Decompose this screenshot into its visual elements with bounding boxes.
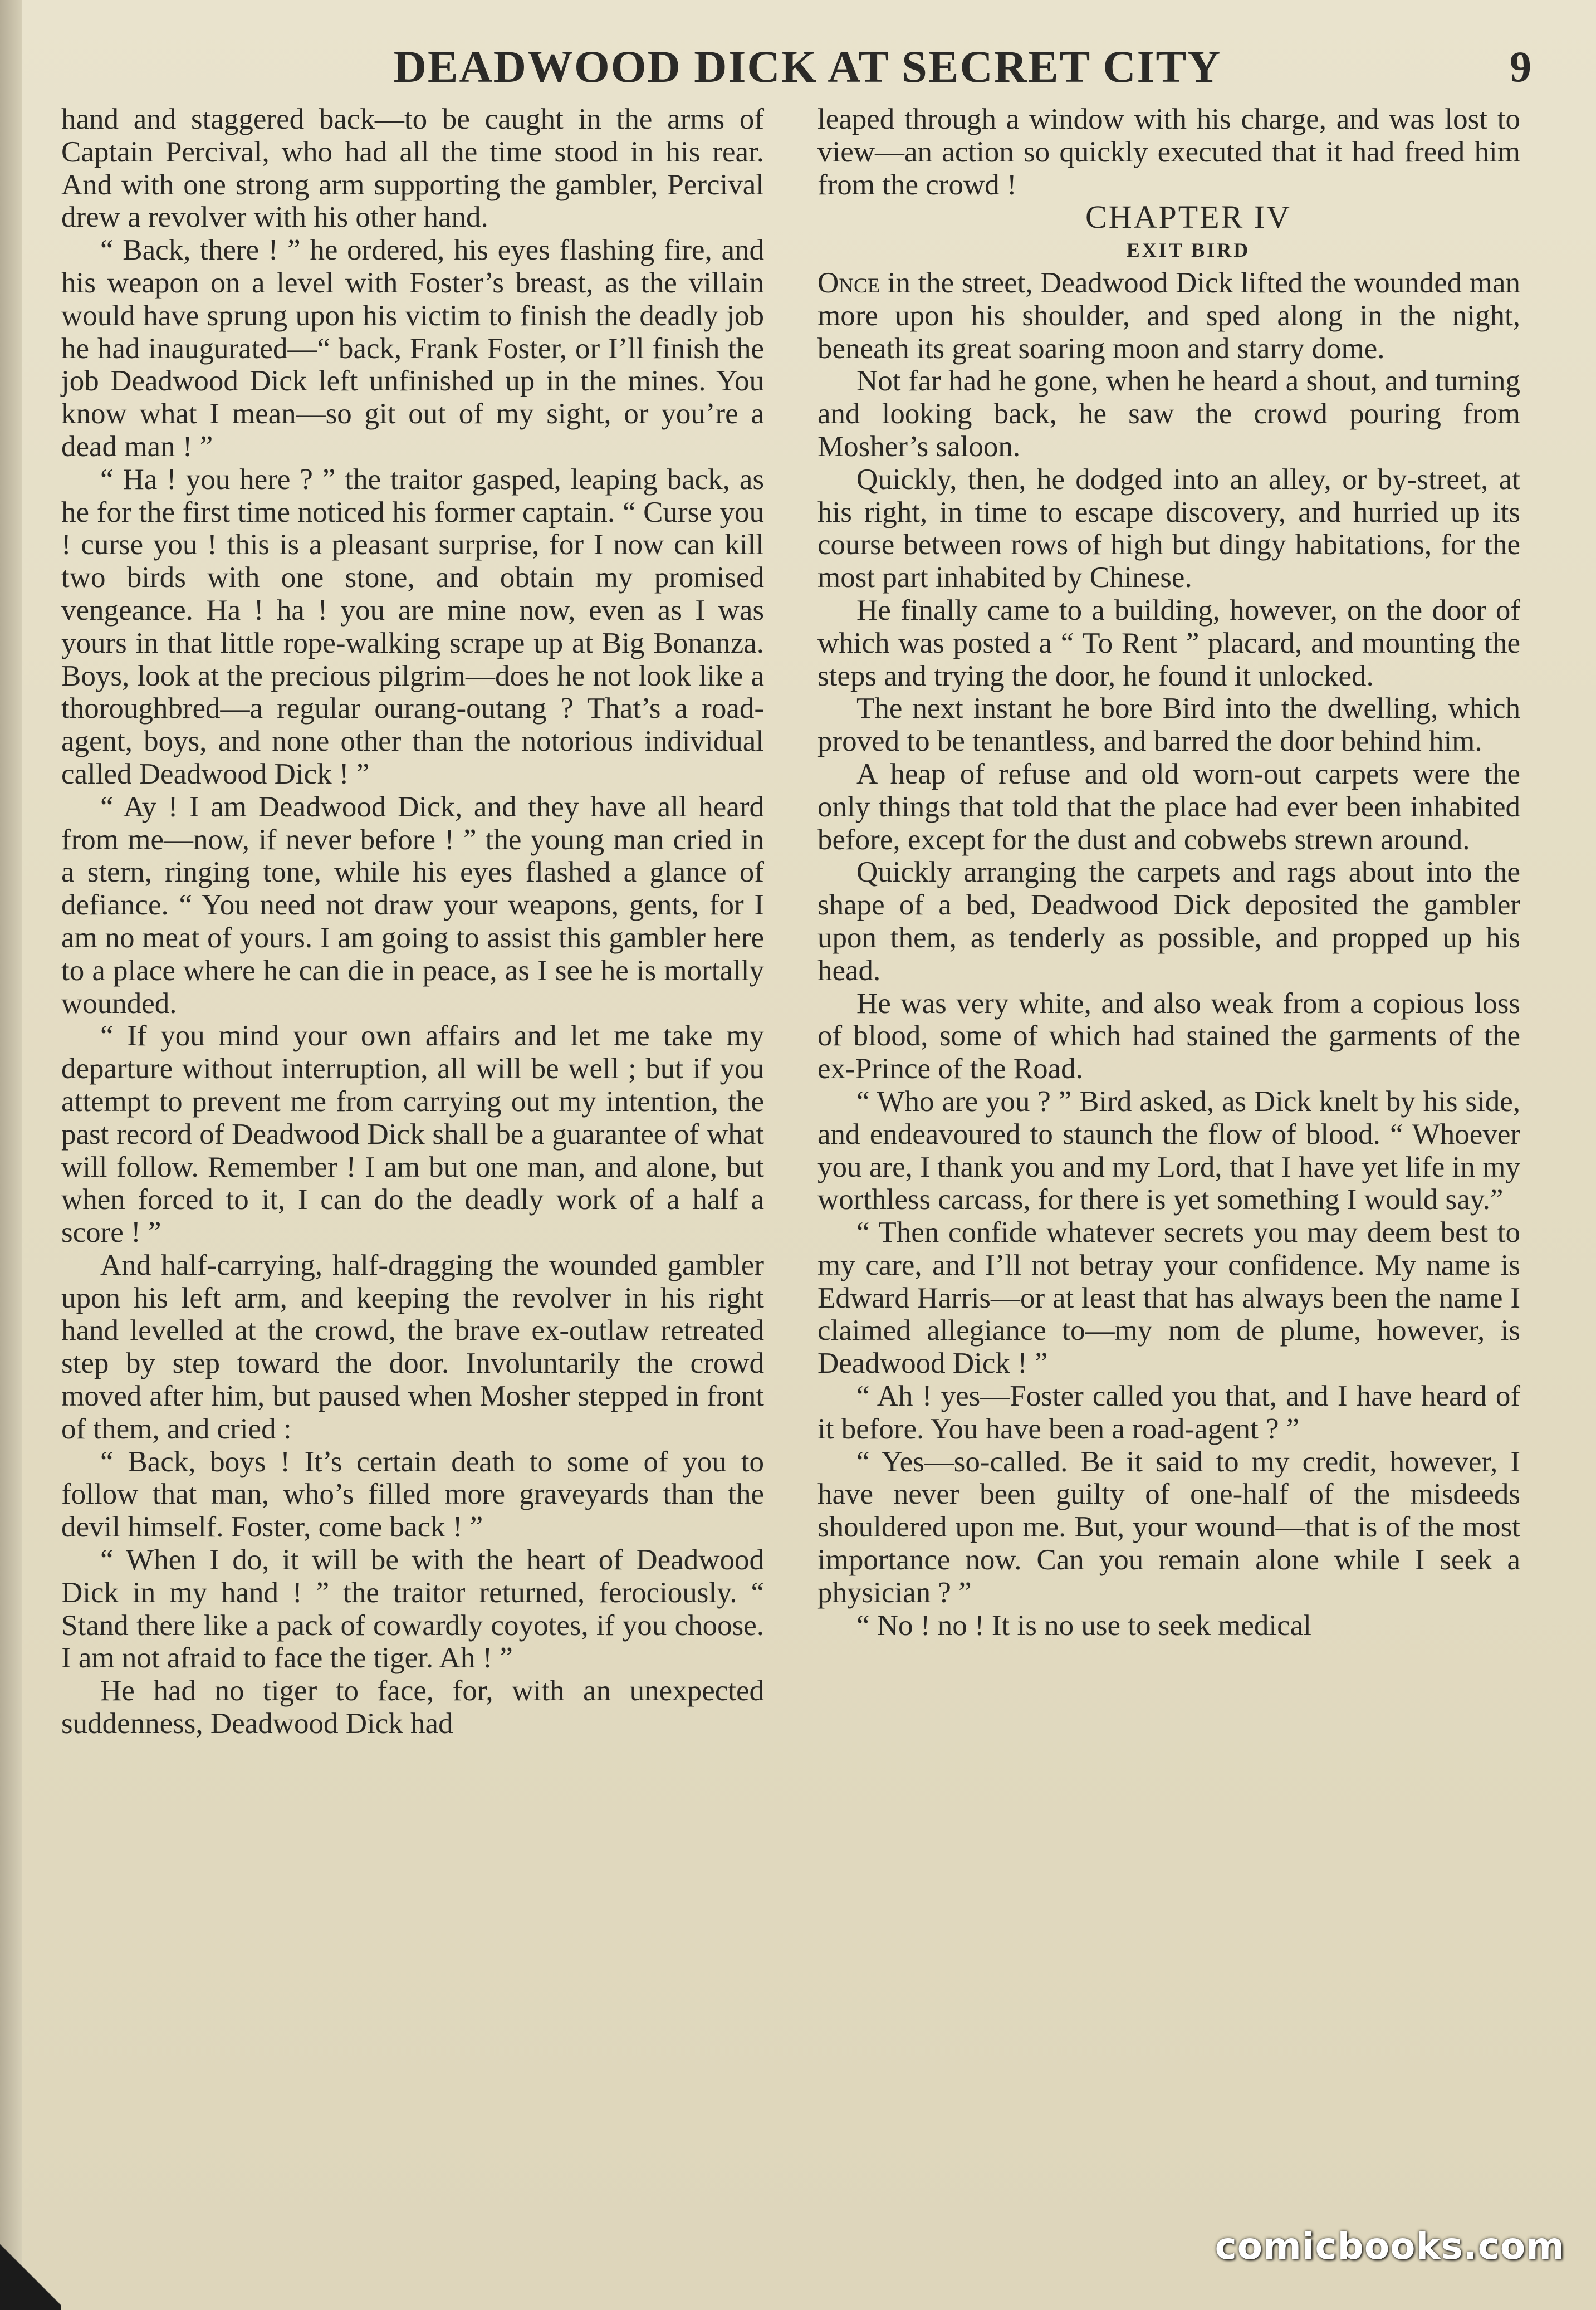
paragraph: “ Who are you ? ” Bird asked, as Dick knelt by his side, and endeavoured to staunch the flow of blood. “ Whoever you are, I thank you and my Lord, that I have yet life in my worthless carcass, for there is yet something I would say.”: [817, 1085, 1520, 1216]
paragraph: “ Yes—so-called. Be it said to my credit, however, I have never been guilty of one-half of the misdeeds shouldered upon me. But, your wound—that is of the most importance now. Can you remain alone while I seek a physician ? ”: [817, 1445, 1520, 1609]
paragraph: “ Ah ! yes—Foster called you that, and I have heard of it before. You have been a road-agent ? ”: [817, 1380, 1520, 1445]
chapter-heading: CHAPTER IV: [1085, 199, 1291, 236]
chapter-first-word: Once: [817, 266, 880, 299]
chapter-subtitle: EXIT BIRD: [1126, 239, 1251, 262]
paragraph: “ Ay ! I am Deadwood Dick, and they have all heard from me—now, if never before ! ” the young man cried in a stern, ringing tone, while his eyes flashed a glance of defiance. “ You need not draw your weapons, gents, for I am no meat of yours. I am going to assist this gambler here to a place where he can die in peace, as I see he is mortally wounded.: [61, 790, 764, 1020]
paragraph: “ Back, boys ! It’s certain death to some of you to follow that man, who’s filled more graveyards than the devil himself. Foster, come back ! ”: [61, 1445, 764, 1544]
paragraph: He was very white, and also weak from a copious loss of blood, some of which had stained the garments of the ex-Prince of the Road.: [817, 987, 1520, 1085]
chapter-first-paragraph-text: in the street, Deadwood Dick lifted the wounded man more upon his shoulder, and sped along in the night, beneath its great soaring moon and starry dome.: [817, 266, 1520, 365]
paragraph: leaped through a window with his charge, and was lost to view—an action so quickly executed that it had freed him from the crowd !: [817, 103, 1520, 201]
paragraph: A heap of refuse and old worn-out carpets were the only things that told that the place had ever been inhabited before, except for the dust and cobwebs strewn around.: [817, 757, 1520, 856]
paragraph: “ When I do, it will be with the heart of Deadwood Dick in my hand ! ” the traitor returned, ferociously. “ Stand there like a pack of cowardly coyotes, if you choose. I am not afraid to face the tiger. Ah ! ”: [61, 1544, 764, 1675]
paragraph: Quickly, then, he dodged into an alley, or by-street, at his right, in time to escape discovery, and hurried up its course between rows of high but dingy habitations, for the most part inhabited by Chinese.: [817, 463, 1520, 594]
paragraph: “ Then confide whatever secrets you may deem best to my care, and I’ll not betray your confidence. My name is Edward Harris—or at least that has always been the name I claimed allegiance to—my nom de plume, however, is Deadwood Dick ! ”: [817, 1216, 1520, 1380]
right-text-column: [817, 103, 1520, 1642]
paragraph: hand and staggered back—to be caught in the arms of Captain Percival, who had all the time stood in his rear. And with one strong arm supporting the gambler, Percival drew a revolver with his other hand.: [61, 103, 764, 234]
running-title: DEADWOOD DICK AT SECRET CITY: [393, 41, 1222, 92]
paragraph: “ If you mind your own affairs and let me take my departure without interruption, all will be well ; but if you attempt to prevent me from carrying out my intention, the past record of Deadwood Dick shall be a guarantee of what will follow. Remember ! I am but one man, and alone, but when forced to it, I can do the deadly work of a half a score ! ”: [61, 1020, 764, 1249]
paragraph: “ Ha ! you here ? ” the traitor gasped, leaping back, as he for the first time noticed his former captain. “ Curse you ! curse you ! this is a pleasant surprise, for I now can kill two birds with one stone, and obtain my promised vengeance. Ha ! ha ! you are mine now, even as I was yours in that little rope-walking scrape up at Big Bonanza. Boys, look at the precious pilgrim—does he not look like a thoroughbred—a regular ourang-outang ? That’s a road-agent, boys, and none other than the notorious individual called Deadwood Dick ! ”: [61, 463, 764, 790]
paragraph: Not far had he gone, when he heard a shout, and turning and looking back, he saw the crowd pouring from Mosher’s saloon.: [817, 365, 1520, 463]
page-number: 9: [1510, 42, 1531, 91]
paragraph: The next instant he bore Bird into the dwelling, which proved to be tenantless, and barred the door behind him.: [817, 692, 1520, 758]
page-corner-shadow: [0, 2226, 61, 2310]
paragraph: “ No ! no ! It is no use to seek medical: [856, 1609, 1311, 1642]
chapter-first-paragraph: [817, 267, 1520, 365]
paragraph: He had no tiger to face, for, with an unexpected suddenness, Deadwood Dick had: [61, 1675, 764, 1740]
paragraph: He finally came to a building, however, on the door of which was posted a “ To Rent ” placard, and mounting the steps and trying the door, he found it unlocked.: [817, 594, 1520, 692]
paragraph: “ Back, there ! ” he ordered, his eyes flashing fire, and his weapon on a level with Foster’s breast, as the villain would have sprung upon his victim to finish the deadly job he had inaugurated—“ back, Frank Foster, or I’ll finish the job Deadwood Dick left unfinished up in the mines. You know what I mean—so git out of my sight, or you’re a dead man ! ”: [61, 234, 764, 463]
left-text-column: [61, 103, 764, 1740]
paragraph: Quickly arranging the carpets and rags about into the shape of a bed, Deadwood Dick deposited the gambler upon them, as tenderly as possible, and propped up his head.: [817, 856, 1520, 987]
page-spine-shadow: [0, 0, 22, 2310]
paragraph: And half-carrying, half-dragging the wounded gambler upon his left arm, and keeping the revolver in his right hand levelled at the crowd, the brave ex-outlaw retreated step by step toward the door. Involuntarily the crowd moved after him, but paused when Mosher stepped in front of them, and cried :: [61, 1249, 764, 1445]
running-header: [0, 33, 1596, 100]
source-watermark: comicbooks.com: [1215, 2225, 1565, 2268]
